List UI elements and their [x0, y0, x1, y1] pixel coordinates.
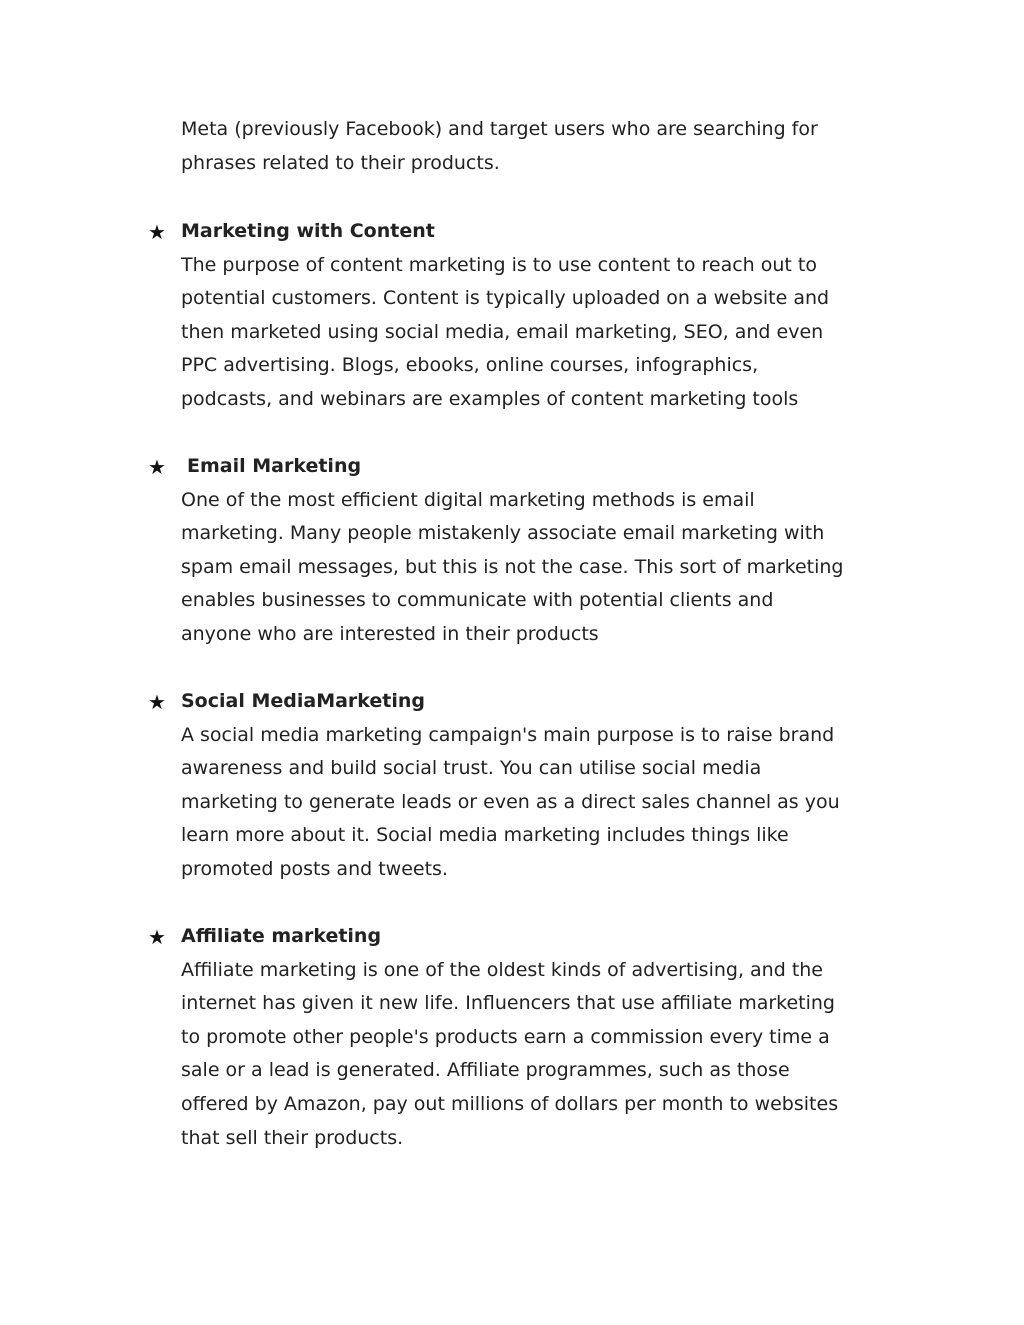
- text-line: podcasts, and webinars are examples of content marketing tools: [181, 387, 799, 410]
- star-bullet-icon: ★: [148, 220, 166, 244]
- text-line: Meta (previously Facebook) and target users who are searching for: [181, 118, 818, 140]
- text-line: Affiliate marketing is one of the oldest kinds of advertising, and the: [181, 958, 824, 981]
- text-line: learn more about it. Social media marketing includes things like: [181, 824, 789, 847]
- star-bullet-icon: ★: [148, 690, 166, 714]
- text-line: marketing. Many people mistakenly associate email marketing with: [181, 522, 825, 545]
- text-line: enables businesses to communicate with potential clients and: [181, 589, 774, 612]
- section-heading: Social MediaMarketing: [181, 690, 426, 712]
- text-line: One of the most efficient digital marketing methods is email: [181, 488, 755, 511]
- section-body: [181, 249, 901, 417]
- section-heading: Affiliate marketing: [181, 925, 382, 947]
- text-line: that sell their products.: [181, 1126, 404, 1149]
- text-line: potential customers. Content is typically uploaded on a website and: [181, 287, 830, 310]
- text-line: offered by Amazon, pay out millions of dollars per month to websites: [181, 1092, 839, 1115]
- text-line: The purpose of content marketing is to use content to reach out to: [181, 253, 817, 276]
- section-body: [181, 719, 901, 887]
- section-body: [181, 954, 901, 1156]
- star-bullet-icon: ★: [148, 455, 166, 479]
- text-line: internet has given it new life. Influencers that use affiliate marketing: [181, 992, 835, 1015]
- star-bullet-icon: ★: [148, 925, 166, 949]
- text-line: phrases related to their products.: [181, 151, 500, 174]
- text-line: then marketed using social media, email marketing, SEO, and even: [181, 320, 824, 343]
- section-heading: Email Marketing: [187, 455, 362, 477]
- text-line: spam email messages, but this is not the case. This sort of marketing: [181, 555, 844, 578]
- text-line: anyone who are interested in their products: [181, 622, 599, 645]
- section-body: [181, 484, 901, 652]
- intro-paragraph: [181, 113, 901, 180]
- section-heading: Marketing with Content: [181, 220, 435, 242]
- text-line: sale or a lead is generated. Affiliate programmes, such as those: [181, 1059, 790, 1082]
- text-line: awareness and build social trust. You can utilise social media: [181, 757, 762, 780]
- text-line: A social media marketing campaign's main purpose is to raise brand: [181, 723, 835, 746]
- text-line: marketing to generate leads or even as a direct sales channel as you: [181, 790, 840, 813]
- text-line: to promote other people's products earn a commission every time a: [181, 1025, 830, 1048]
- text-line: promoted posts and tweets.: [181, 857, 448, 880]
- text-line: PPC advertising. Blogs, ebooks, online courses, infographics,: [181, 354, 759, 377]
